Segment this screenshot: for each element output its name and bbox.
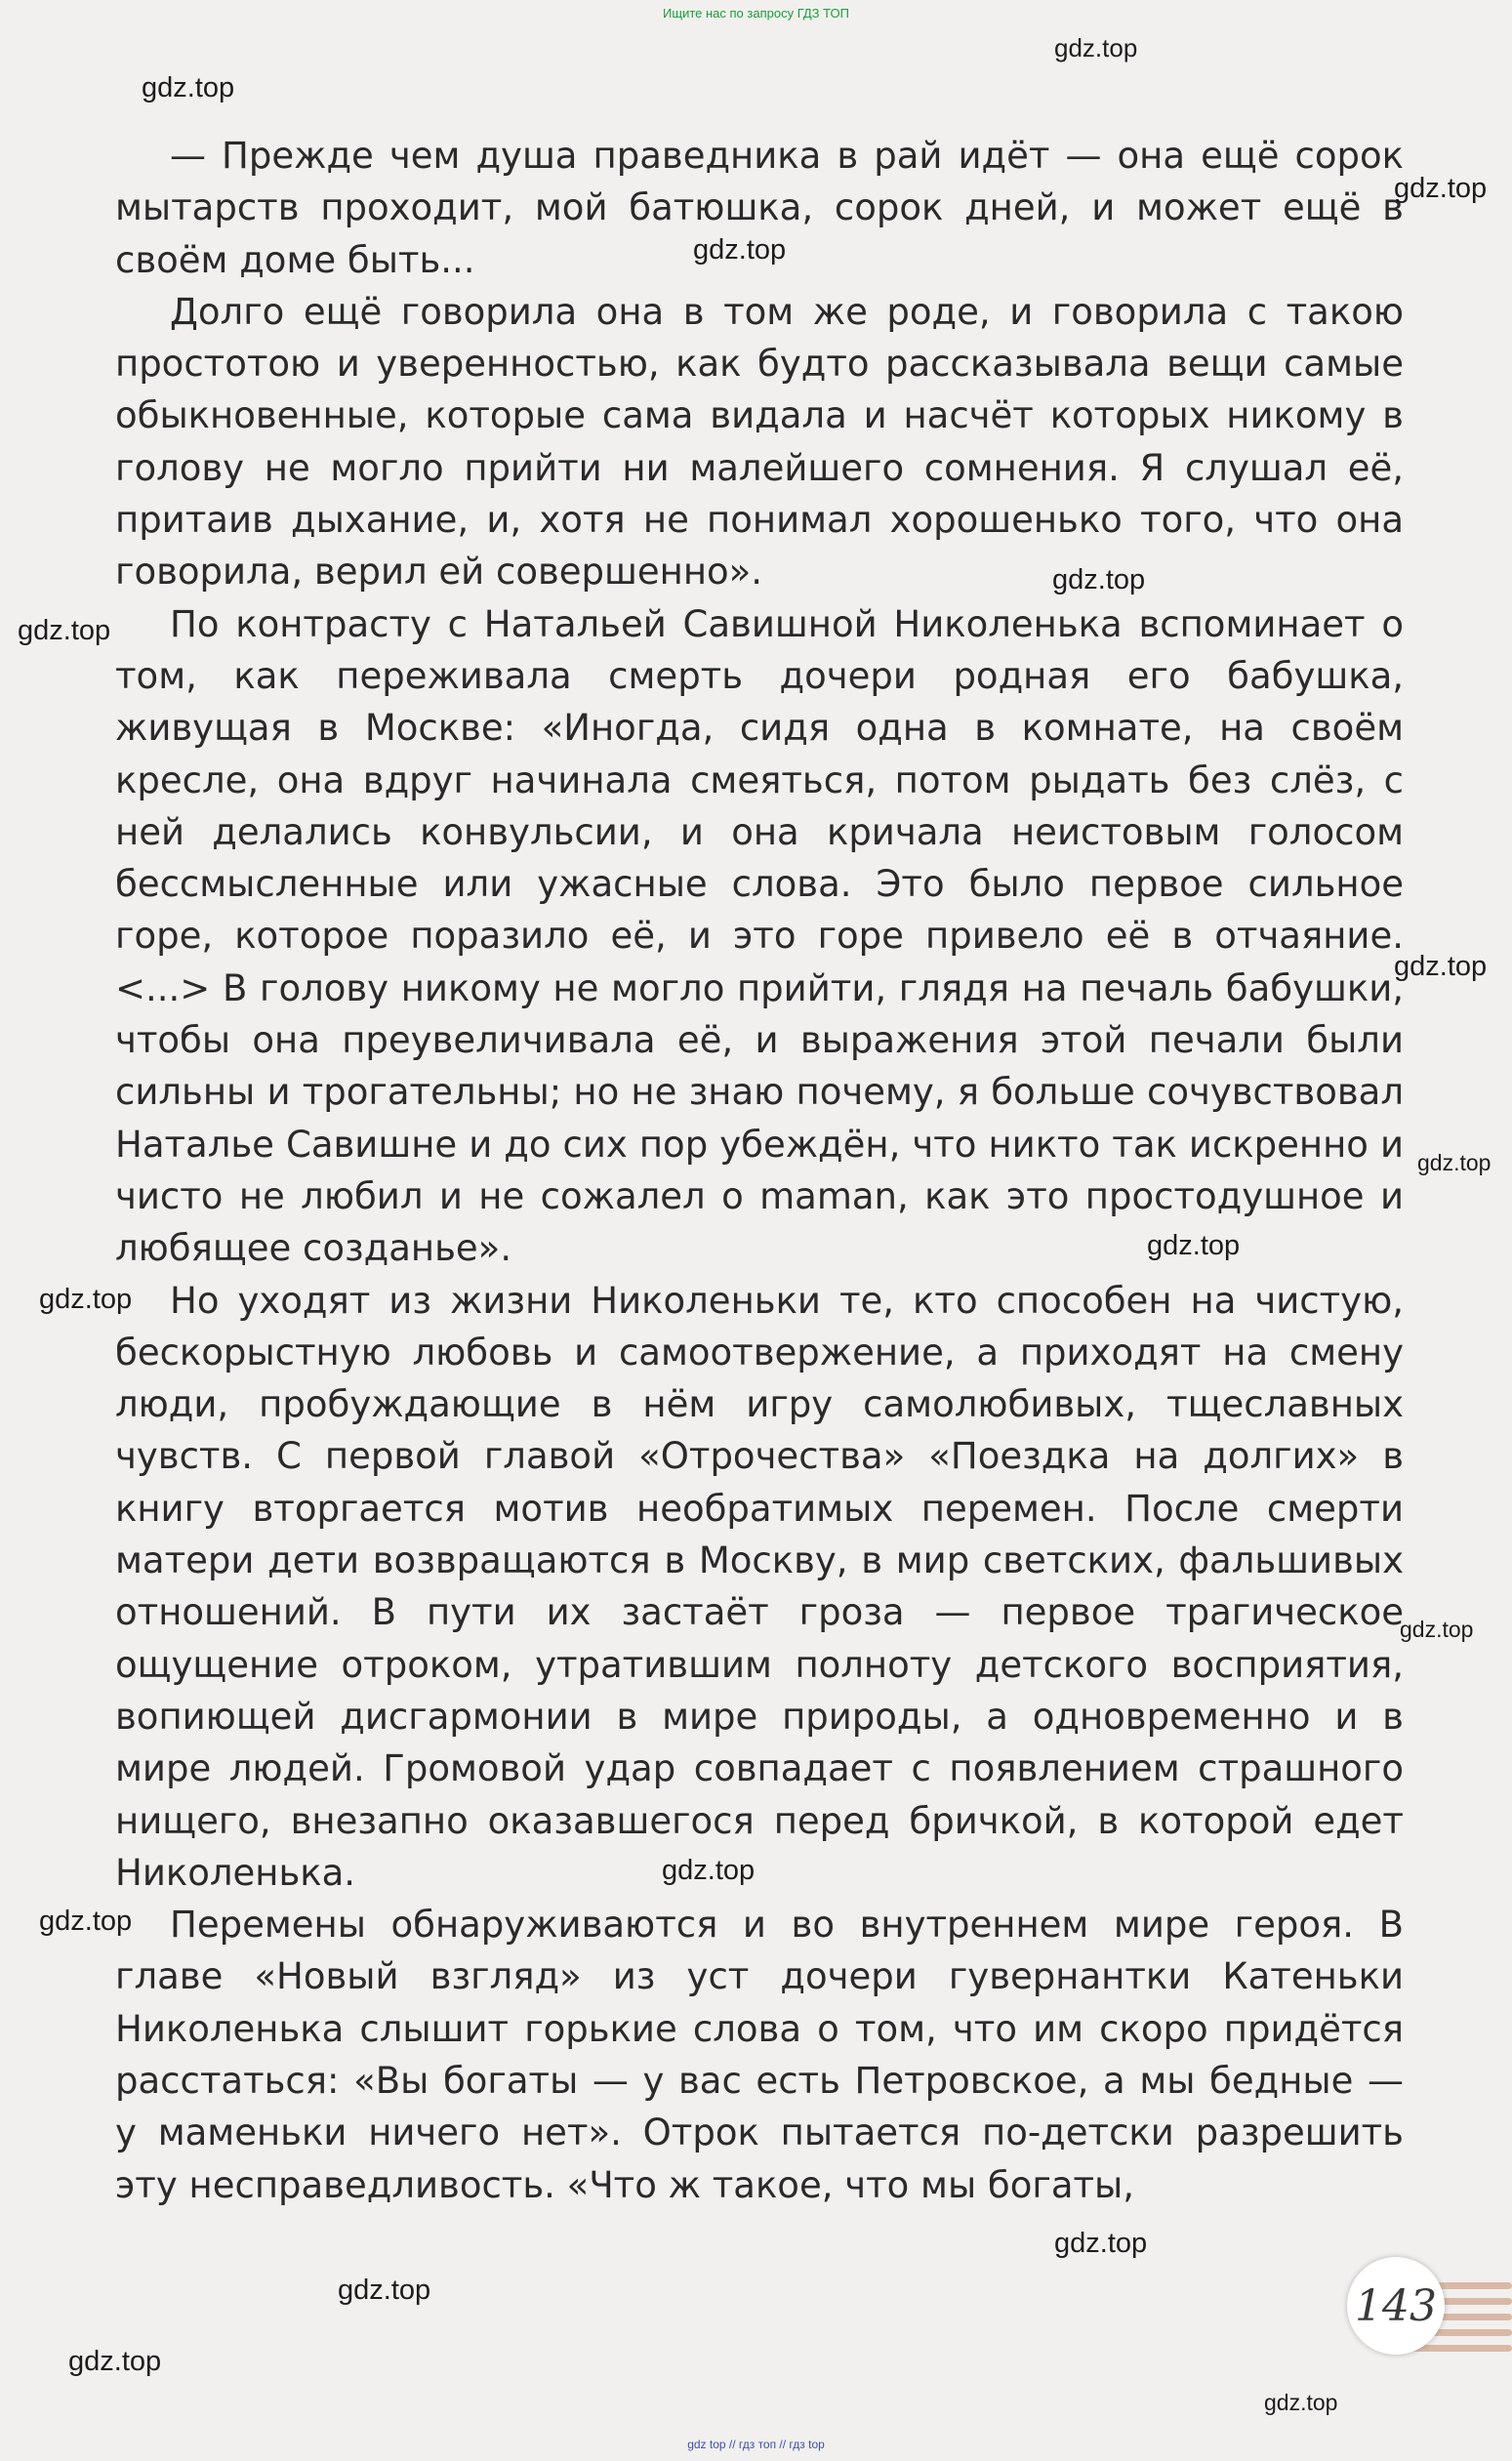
paragraph: Перемены обнаруживаются и во внутреннем мире героя. В главе «Новый взгляд» из уст дочери гувернантки Катеньки Николенька слышит горькие слова о том, что им скоро придётся расстаться: «Вы богаты — у вас есть Петровское, а мы бедные — у маменьки ничего нет». Отрок пытается по-детски разрешить эту несправедливость. «Что ж такое, что мы богаты, <box>115 1904 1404 2206</box>
watermark: gdz.top <box>1264 2390 1338 2415</box>
watermark: gdz.top <box>1394 951 1488 982</box>
footer-note: gdz top // гдз топ // гдз top <box>687 2438 825 2451</box>
page-number: 143 <box>1355 2280 1437 2331</box>
watermark: gdz.top <box>1417 1150 1492 1175</box>
watermark: gdz.top <box>39 1906 133 1937</box>
paragraph: По контрасту с Натальей Савишной Николенька вспоминает о том, как переживала смерть дочери родная его бабушка, живущая в Москве: «Иногда, сидя одна в комнате, на своём кресле, она вдруг начинала смеяться, потом рыдать без слёз, с ней делались конвульсии, и она кричала неистовым голосом бессмысленные или ужасные слова. Это было первое сильное горе, которое поразило её, и это горе привело её в отчаяние. <...> В голову никому не могло прийти, глядя на печаль бабушки, чтобы она преувеличивала её, и выражения этой печали были сильны и трогательны; но не знаю почему, я больше сочувствовал Наталье Савишне и до сих пор убеждён, что никто так искренно и чисто не любил и не сожалел о maman, как это простодушное и любящее созданье». <box>115 602 1404 1270</box>
watermark: gdz.top <box>68 2346 162 2377</box>
header-note: Ищите нас по запросу ГДЗ ТОП <box>663 6 849 21</box>
page-text <box>115 130 1404 2211</box>
watermark: gdz.top <box>1394 173 1488 204</box>
watermark: gdz.top <box>662 1855 756 1886</box>
watermark: gdz.top <box>1052 564 1146 595</box>
page-number-badge <box>1347 2257 1445 2355</box>
watermark: gdz.top <box>693 234 787 266</box>
watermark: gdz.top <box>18 615 111 646</box>
watermark: gdz.top <box>1054 2228 1148 2259</box>
paragraph: Но уходят из жизни Николеньки те, кто способен на чистую, бескорыстную любовь и самоотвержение, а приходят на смену люди, пробуждающие в нём игру самолюбивых, тщеславных чувств. С первой главой «Отрочества» «Поездка на долгих» в книгу вторгается мотив необратимых перемен. После смерти матери дети возвращаются в Москву, в мир светских, фальшивых отношений. В пути их застаёт гроза — первое трагическое ощущение отроком, утратившим полноту детского восприятия, вопиющей дисгармонии в мире природы, а одновременно и в мире людей. Громовой удар совпадает с появлением страшного нищего, внезапно оказавшегося перед бричкой, в которой едет Николенька. <box>115 1279 1404 1894</box>
watermark: gdz.top <box>1147 1230 1241 1261</box>
watermark: gdz.top <box>142 72 235 103</box>
watermark: gdz.top <box>1054 33 1138 62</box>
watermark: gdz.top <box>39 1284 133 1315</box>
watermark: gdz.top <box>338 2275 431 2306</box>
watermark: gdz.top <box>1400 1617 1474 1642</box>
paragraph: — Прежде чем душа праведника в рай идёт — она ещё сорок мытарств проходит, мой батюшка, сорок дней, и может ещё в своём доме быть... <box>115 135 1404 281</box>
paragraph: Долго ещё говорила она в том же роде, и говорила с такою простотою и уверенностью, как будто рассказывала вещи самые обыкновенные, которые сама видала и насчёт которых никому в голову не могло прийти ни малейшего сомнения. Я слушал её, притаив дыхание, и, хотя не понимал хорошенько того, что она говорила, верил ей совершенно». <box>115 290 1404 594</box>
